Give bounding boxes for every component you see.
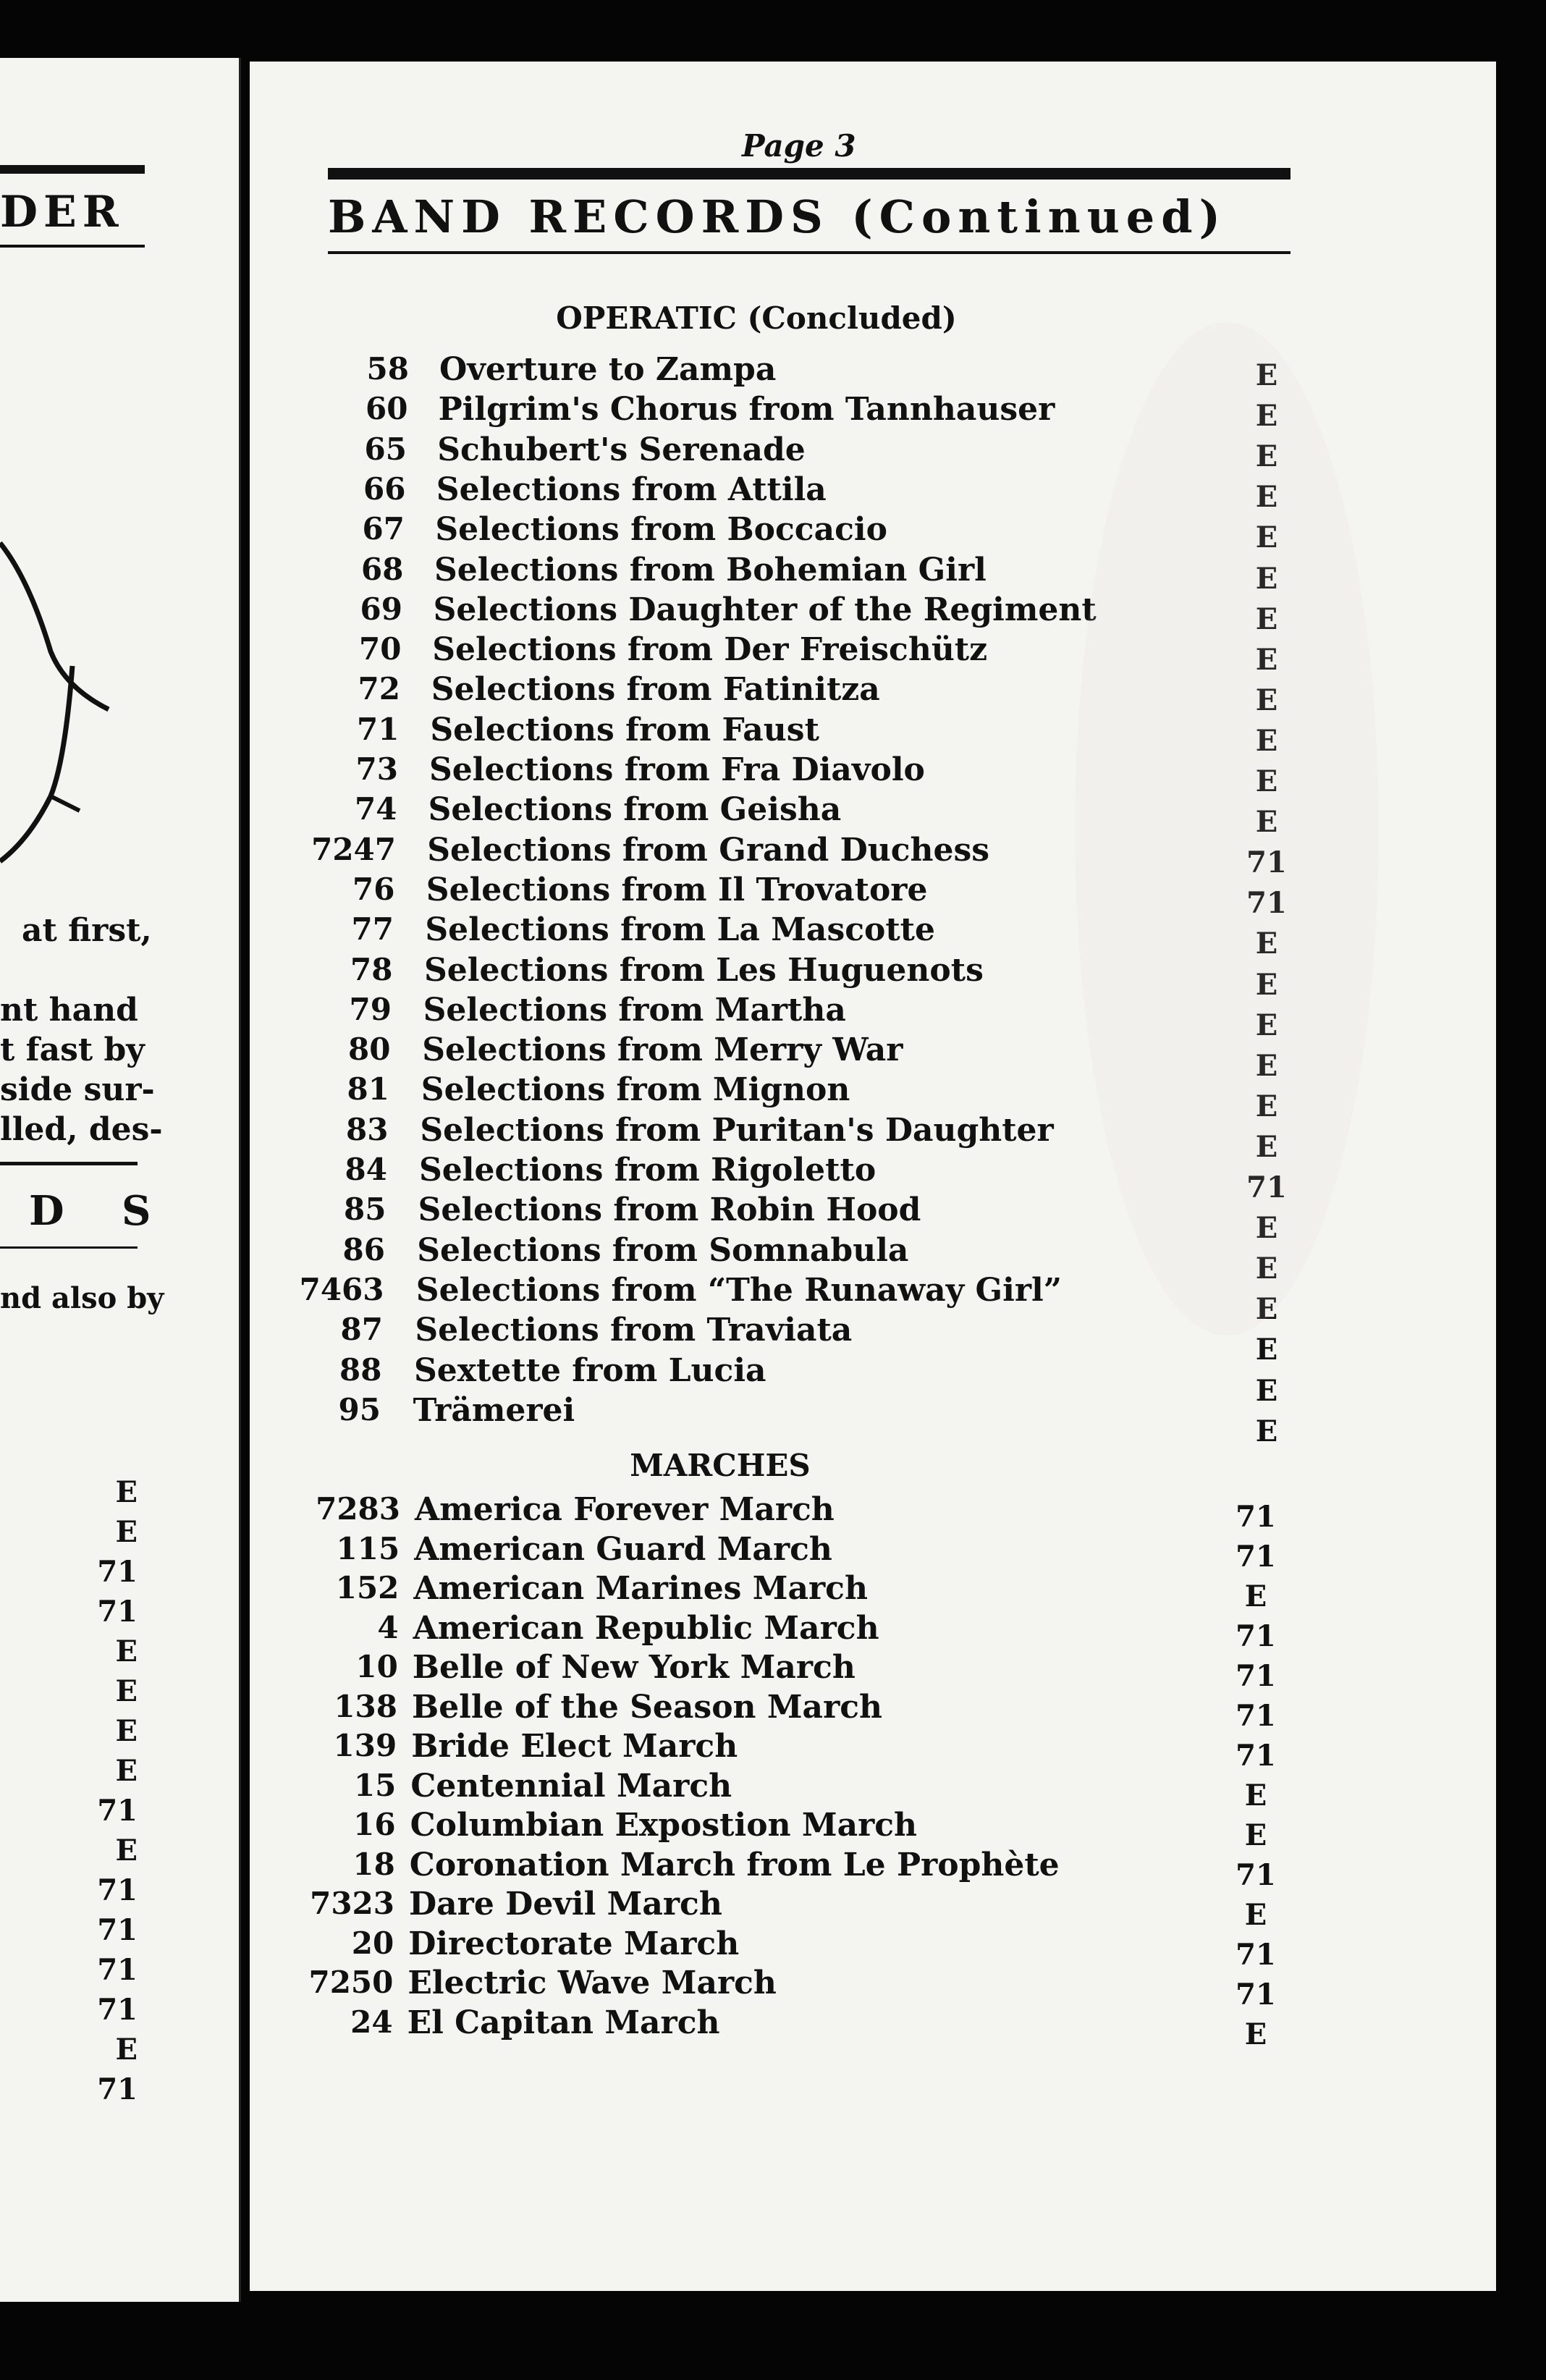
record-number: 18 [352, 1846, 395, 1882]
left-text-line: t fast by [0, 1031, 145, 1068]
record-format-code: E [1255, 927, 1278, 961]
record-number: 7250 [308, 1965, 394, 2000]
record-format-code: E [1255, 1414, 1278, 1448]
left-code: E [115, 2033, 138, 2067]
left-text-line: at first, [22, 912, 152, 949]
marches-row [250, 1649, 1496, 1693]
record-title: Selections from Il Trovatore [426, 871, 928, 908]
record-number: 67 [362, 511, 405, 547]
record-number: 7247 [311, 831, 396, 867]
left-text-line: side sur- [0, 1071, 155, 1108]
marches-row [250, 1886, 1496, 1932]
left-also-line: nd also by [0, 1281, 164, 1315]
record-number: 60 [366, 391, 408, 427]
record-number: 84 [345, 1152, 387, 1187]
page-number: Page 3 [742, 128, 856, 164]
record-title: Selections Daughter of the Regiment [433, 591, 1097, 628]
record-format-code: E [1255, 1211, 1278, 1246]
record-number: 7323 [310, 1886, 394, 1921]
record-number: 87 [340, 1312, 383, 1348]
record-number: 66 [363, 470, 406, 507]
record-number: 73 [355, 751, 398, 787]
record-title: Selections from “The Runaway Girl” [415, 1271, 1063, 1309]
record-title: Belle of the Season March [412, 1688, 883, 1726]
record-format-code: E [1255, 561, 1278, 596]
left-code: E [115, 1674, 138, 1708]
record-title: Selections from Robin Hood [418, 1191, 921, 1229]
record-format-code: E [1255, 520, 1278, 555]
record-format-code: 71 [1235, 1699, 1276, 1733]
record-format-code: E [1255, 805, 1278, 840]
record-format-code: E [1244, 2017, 1267, 2051]
record-format-code: 71 [1246, 845, 1287, 880]
record-format-code: E [1244, 1818, 1267, 1852]
marches-row [250, 1846, 1496, 1892]
record-format-code: 71 [1235, 1858, 1276, 1892]
record-format-code: E [1255, 967, 1278, 1002]
left-code: 71 [97, 1595, 138, 1629]
record-title: American Guard March [414, 1530, 832, 1568]
record-format-code: E [1255, 642, 1278, 677]
record-number: 77 [351, 911, 394, 948]
record-number: 85 [344, 1191, 386, 1228]
record-title: Selections from Bohemian Girl [434, 551, 987, 588]
record-title: Directorate March [408, 1925, 740, 1962]
record-title: Selections from Traviata [415, 1312, 853, 1349]
record-title: Overture to Zampa [439, 351, 777, 388]
record-title: Selections from Puritan's Daughter [420, 1111, 1054, 1149]
marches-row [250, 1767, 1496, 1813]
marches-row [250, 1570, 1496, 1613]
record-number: 58 [366, 351, 409, 387]
left-code: 71 [97, 1993, 138, 2027]
bleed-through [1075, 322, 1379, 1335]
record-format-code: E [1255, 1252, 1278, 1286]
record-number: 115 [336, 1530, 400, 1566]
record-title: Selections from Martha [423, 991, 846, 1029]
marches-row [250, 2004, 1496, 2051]
record-title: Selections from Fra Diavolo [429, 751, 925, 788]
record-format-code: E [1255, 764, 1278, 798]
record-number: 72 [358, 671, 400, 707]
record-number: 80 [348, 1031, 391, 1068]
record-number: 20 [351, 1925, 394, 1961]
record-title: Selections from Der Freischütz [432, 631, 988, 669]
operatic-row [250, 351, 1496, 392]
record-title: America Forever March [415, 1491, 835, 1528]
left-section-fragment: D S [29, 1187, 173, 1235]
record-number: 95 [338, 1391, 381, 1427]
record-format-code: E [1255, 1333, 1278, 1367]
record-title: El Capitan March [407, 2004, 720, 2041]
record-title: Sextette from Lucia [414, 1351, 766, 1389]
record-title: Dare Devil March [409, 1886, 722, 1923]
record-title: American Marines March [413, 1570, 868, 1607]
record-format-code: 71 [1235, 1938, 1276, 1972]
left-code: E [115, 1634, 138, 1668]
record-number: 88 [339, 1351, 382, 1388]
illustration-fragment [0, 521, 130, 898]
left-text-line: lled, des- [0, 1111, 163, 1148]
left-code: E [115, 1714, 138, 1748]
operatic-row [250, 1391, 1496, 1448]
record-title: Selections from Faust [430, 711, 819, 748]
left-code: E [115, 1515, 138, 1549]
operatic-row [250, 1312, 1496, 1367]
record-title: Pilgrim's Chorus from Tannhauser [438, 391, 1055, 429]
record-number: 79 [349, 991, 392, 1027]
left-code: E [115, 1754, 138, 1788]
record-number: 138 [334, 1688, 397, 1724]
record-format-code: 71 [1246, 1170, 1287, 1204]
header-bottom-rule [328, 251, 1291, 254]
left-section-underline [0, 1246, 138, 1249]
marches-row [250, 1965, 1496, 2012]
record-format-code: 71 [1235, 1739, 1276, 1773]
operatic-heading: OPERATIC (Concluded) [556, 300, 957, 336]
record-number: 16 [353, 1807, 396, 1842]
record-format-code: 71 [1235, 1619, 1276, 1653]
record-format-code: 71 [1235, 1978, 1276, 2012]
record-number: 78 [350, 951, 393, 987]
marches-heading: MARCHES [630, 1448, 811, 1483]
left-code: 71 [97, 1953, 138, 1987]
record-number: 70 [359, 631, 402, 667]
record-title: Belle of New York March [412, 1649, 856, 1686]
record-format-code: 71 [1235, 1500, 1276, 1534]
left-section-rule [0, 1162, 138, 1165]
record-format-code: E [1244, 1778, 1267, 1813]
operatic-row [250, 1351, 1496, 1408]
record-title: Centennial March [410, 1767, 732, 1805]
marches-row [250, 1807, 1496, 1852]
record-title: Selections from Rigoletto [419, 1152, 877, 1189]
marches-row [250, 1728, 1496, 1773]
left-code: 71 [97, 1794, 138, 1828]
record-title: Selections from Somnabula [417, 1231, 909, 1269]
record-number: 10 [355, 1649, 398, 1684]
record-title: Selections from Boccacio [435, 511, 887, 549]
record-title: Trämerei [413, 1391, 575, 1429]
record-title: Selections from Attila [436, 470, 827, 508]
record-format-code: E [1255, 399, 1278, 434]
record-format-code: E [1255, 439, 1278, 474]
marches-row [250, 1530, 1496, 1574]
left-code: 71 [97, 1555, 138, 1589]
record-number: 68 [361, 551, 404, 587]
record-number: 81 [347, 1071, 389, 1107]
left-code: E [115, 1833, 138, 1868]
record-format-code: E [1255, 1129, 1278, 1164]
record-number: 86 [342, 1231, 385, 1267]
page-header: BAND RECORDS (Continued) [328, 190, 1227, 243]
marches-row [250, 1491, 1496, 1534]
record-number: 71 [357, 711, 400, 747]
record-format-code: E [1255, 683, 1278, 717]
record-format-code: E [1255, 1373, 1278, 1408]
record-title: Coronation March from Le Prophète [409, 1846, 1060, 1883]
record-format-code: E [1244, 1579, 1267, 1613]
record-number: 139 [333, 1728, 397, 1763]
record-number: 152 [335, 1570, 400, 1605]
marches-row [250, 1688, 1496, 1733]
record-title: Schubert's Serenade [437, 431, 806, 468]
record-title: Electric Wave March [407, 1965, 777, 2001]
left-header-rule [0, 165, 145, 174]
record-number: 4 [377, 1609, 399, 1645]
record-title: Selections from La Mascotte [425, 911, 935, 949]
record-format-code: E [1255, 1008, 1278, 1042]
record-format-code: E [1244, 1898, 1267, 1932]
record-format-code: E [1255, 723, 1278, 758]
record-title: Selections from Les Huguenots [424, 951, 984, 989]
catalog-page [250, 62, 1496, 2291]
record-title: Selections from Fatinitza [431, 671, 880, 709]
record-number: 65 [364, 431, 407, 467]
record-number: 74 [355, 791, 397, 827]
left-code: 71 [97, 2072, 138, 2106]
record-title: Selections from Merry War [422, 1031, 903, 1069]
record-format-code: E [1255, 1089, 1278, 1123]
record-number: 76 [352, 871, 395, 907]
record-format-code: E [1255, 1048, 1278, 1083]
left-code: 71 [97, 1913, 138, 1947]
record-number: 24 [350, 2004, 393, 2040]
record-format-code: 71 [1246, 886, 1287, 921]
left-page-fragment [0, 58, 241, 2302]
record-format-code: 71 [1235, 1540, 1276, 1574]
record-number: 69 [360, 591, 402, 627]
record-title: American Republic March [413, 1609, 879, 1647]
record-format-code: E [1255, 602, 1278, 636]
marches-row [250, 1925, 1496, 1972]
record-title: Columbian Expostion March [410, 1807, 918, 1844]
left-code: E [115, 1475, 138, 1509]
operatic-row [250, 1271, 1496, 1327]
left-code: 71 [97, 1873, 138, 1907]
left-text-line: nt hand [0, 992, 138, 1029]
record-number: 83 [346, 1111, 389, 1147]
record-format-code: E [1255, 358, 1278, 392]
record-number: 15 [353, 1767, 397, 1803]
record-title: Selections from Mignon [421, 1071, 850, 1109]
record-title: Selections from Grand Duchess [427, 831, 990, 869]
record-number: 7463 [299, 1271, 384, 1307]
record-format-code: 71 [1235, 1659, 1276, 1693]
left-header-underline [0, 245, 145, 248]
record-format-code: E [1255, 1292, 1278, 1327]
left-header-fragment: DER [0, 187, 124, 237]
record-title: Selections from Geisha [428, 791, 842, 829]
record-number: 7283 [316, 1491, 400, 1527]
record-format-code: E [1255, 480, 1278, 515]
header-top-rule [328, 168, 1291, 180]
record-title: Bride Elect March [411, 1728, 738, 1765]
marches-row [250, 1609, 1496, 1653]
